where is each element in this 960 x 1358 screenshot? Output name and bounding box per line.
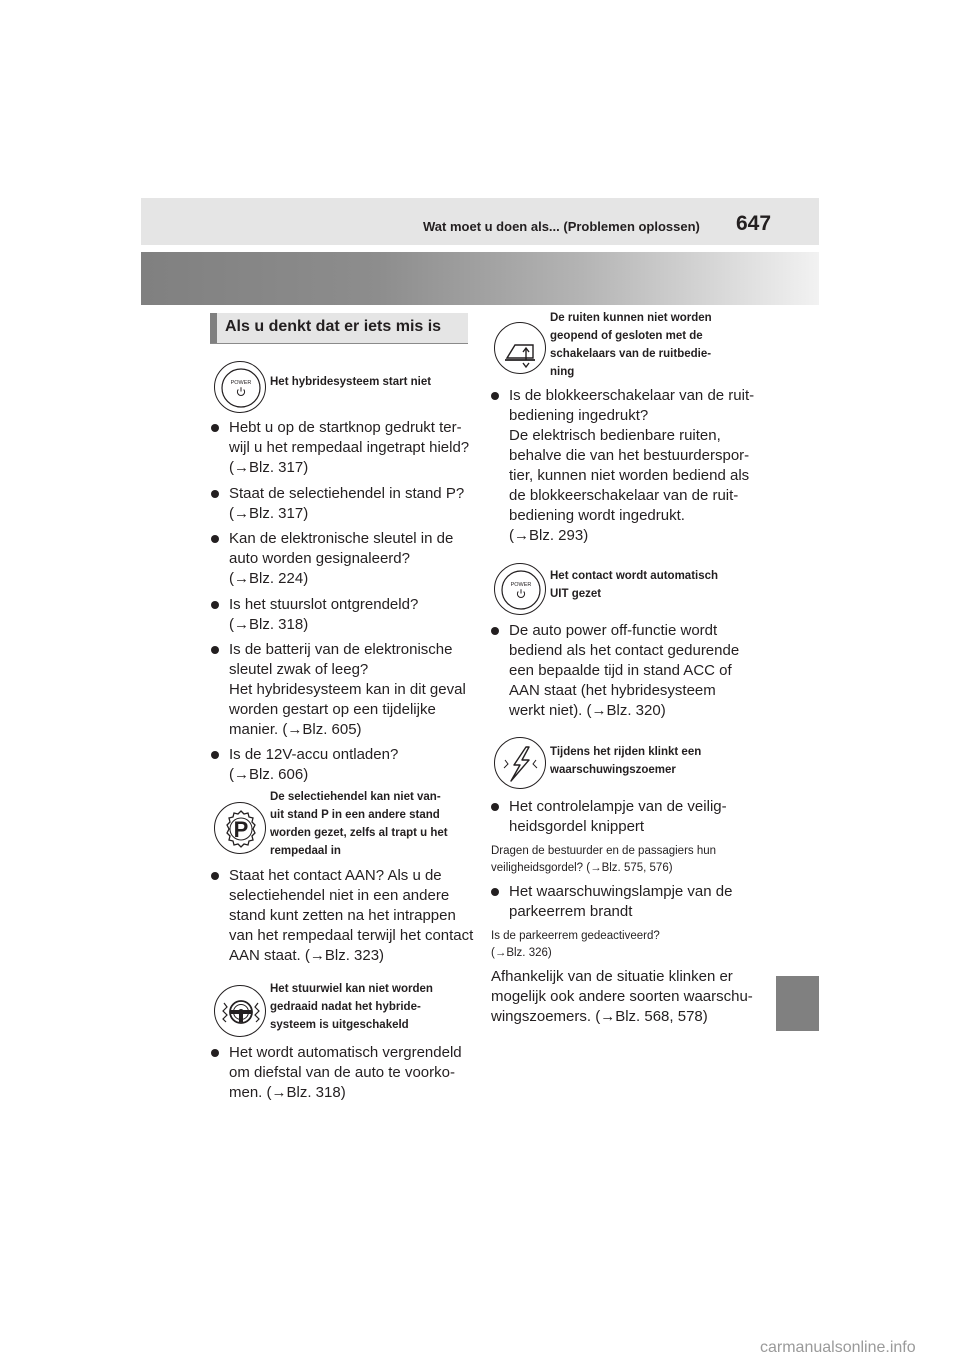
parking-note: Is de parkeerrem gedeactiveerd? (→Blz. 326): [491, 930, 660, 959]
bullet-dot: [211, 424, 219, 432]
bullet-text: Is de batterij van de elektronische sleutel zwak of leeg? Het hybridesysteem kan in dit geval worden gestart op een tijdelijke manier. (→Blz. 605): [229, 641, 466, 738]
section-heading-text: Als u denkt dat er iets mis is: [225, 318, 442, 335]
bullet-dot: [211, 646, 219, 654]
steering-lock-icon: [214, 985, 266, 1037]
bullet-text: Hebt u op de startknop gedrukt ter- wijl u het rempedaal ingetrapt hield? (→Blz. 317): [229, 419, 470, 476]
bullet-item: [509, 882, 759, 922]
power-button-icon: [494, 563, 546, 615]
power-window-icon: [494, 322, 546, 374]
bullet-dot: [211, 1049, 219, 1057]
section-heading: [210, 313, 468, 344]
shift-lock-icon: [214, 802, 266, 854]
bullet-text: Kan de elektronische sleutel in de auto worden gesignaleerd? (→Blz. 224): [229, 530, 454, 587]
power-button-icon: [214, 361, 266, 413]
power-icon-label: POWER: [510, 582, 532, 588]
bullet-item: [229, 1043, 479, 1103]
bullet-dot: [211, 751, 219, 759]
bullet-item: [229, 745, 479, 785]
chapter-gradient-band: [141, 252, 819, 305]
bullet-item: [229, 595, 479, 635]
power-icon-label: POWER: [230, 380, 252, 386]
bullet-text: Staat de selectiehendel in stand P? (→Blz. 317): [229, 485, 465, 522]
bullet-item: [509, 797, 759, 837]
bullet-dot: [211, 535, 219, 543]
chapter-side-tab: [776, 976, 819, 1031]
seatbelt-note: Dragen de bestuurder en de passagiers hun veiligheidsgordel? (→Blz. 575, 576): [491, 845, 717, 874]
bullet-dot: [211, 872, 219, 880]
bullet-text: Het controlelampje van de veilig- heidsgordel knippert: [509, 798, 727, 835]
bullet-dot: [491, 392, 499, 400]
bullet-dot: [491, 627, 499, 635]
svg-text:P: P: [233, 817, 249, 842]
bullet-text: Het wordt automatisch vergrendeld om diefstal van de auto te voorko- men. (→Blz. 318): [229, 1044, 462, 1101]
bullet-item: [229, 866, 479, 966]
bullet-item: [229, 640, 479, 740]
bullet-item: [509, 386, 759, 546]
chapter-title: Wat moet u doen als... (Problemen oplossen): [423, 219, 700, 234]
bullet-text: Staat het contact AAN? Als u de selectiehendel niet in een andere stand kunt zetten na het intrappen van het rempedaal terwijl het contact AAN staat. (→Blz. 323): [229, 867, 474, 964]
bullet-text: Het waarschuwingslampje van de parkeerrem brandt: [509, 883, 733, 920]
warning-buzzer-icon: [494, 737, 546, 789]
bullet-item: [229, 418, 479, 478]
bullet-dot: [491, 888, 499, 896]
bullet-item: [229, 484, 479, 524]
bullet-item: [229, 529, 479, 589]
auto-off-heading: Het contact wordt automatisch UIT gezet: [550, 570, 719, 600]
bullet-dot: [211, 490, 219, 498]
window-heading: De ruiten kunnen niet worden geopend of gesloten met de schakelaars van de ruitbedie- ning: [550, 312, 712, 378]
steer-heading: Het stuurwiel kan niet worden gedraaid nadat het hybride- systeem is uitgeschakeld: [270, 983, 433, 1031]
bullet-dot: [491, 803, 499, 811]
closing-paragraph: Afhankelijk van de situatie klinken er mogelijk ook andere soorten waarschu- wingszoemers. (→Blz. 568, 578): [491, 968, 753, 1025]
hybrid-start-heading: Het hybridesysteem start niet: [270, 376, 432, 388]
bullet-item: [509, 621, 759, 721]
section-heading-marker: [210, 313, 217, 343]
footer-watermark: carmanualsonline.info: [760, 1339, 916, 1356]
bullet-text: Is de 12V-accu ontladen? (→Blz. 606): [229, 746, 399, 783]
buzzer-heading: Tijdens het rijden klinkt een waarschuwingszoemer: [550, 746, 702, 776]
bullet-dot: [211, 601, 219, 609]
shift-heading: De selectiehendel kan niet van- uit stand P in een andere stand worden gezet, zelfs al trapt u het rempedaal in: [270, 791, 448, 857]
page-number: 647: [736, 212, 772, 235]
bullet-text: De auto power off-functie wordt bediend als het contact gedurende een bepaalde tijd in stand ACC of AAN staat (het hybridesysteem werkt niet). (→Blz. 320): [509, 622, 740, 719]
bullet-text: Is de blokkeerschakelaar van de ruit- bediening ingedrukt? De elektrisch bedienbare ruiten, behalve die van het bestuurderspor- tier, kunnen niet worden bediend als de blokkeerschakelaar van de ruit- bediening wordt ingedrukt. (→Blz. 293): [509, 387, 755, 544]
bullet-text: Is het stuurslot ontgrendeld? (→Blz. 318): [229, 596, 419, 633]
